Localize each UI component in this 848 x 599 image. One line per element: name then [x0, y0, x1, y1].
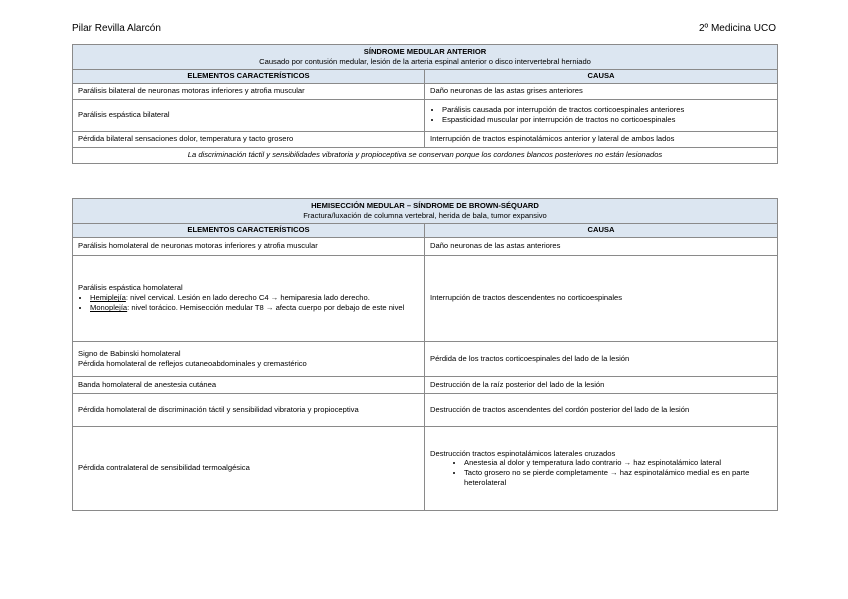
element-cell: Parálisis homolateral de neuronas motoras inferiores y atrofia muscular — [73, 237, 425, 255]
table-row — [73, 376, 778, 393]
element-cell: Pérdida contralateral de sensibilidad termoalgésica — [73, 426, 425, 510]
note-row — [73, 147, 778, 163]
table-row — [73, 99, 778, 131]
column-header-row — [73, 223, 778, 237]
causa-list — [430, 458, 772, 488]
table-brown-sequard — [72, 198, 778, 511]
causa-cell: Destrucción de tractos ascendentes del cordón posterior del lado de la lesión — [425, 393, 778, 426]
table-row — [73, 255, 778, 341]
column-header-elements: ELEMENTOS CARACTERÍSTICOS — [73, 223, 425, 237]
author-name: Pilar Revilla Alarcón — [72, 23, 161, 34]
element-cell: Banda homolateral de anestesia cutánea — [73, 376, 425, 393]
element-cell — [73, 341, 425, 376]
column-header-row — [73, 69, 778, 83]
table-row — [73, 393, 778, 426]
causa-cell: Pérdida de los tractos corticoespinales del lado de la lesión — [425, 341, 778, 376]
list-item: • Anestesia al dolor y temperatura lado contrario → haz espinotalámico lateral — [464, 458, 772, 468]
causa-list — [430, 105, 772, 125]
table-title: SÍNDROME MEDULAR ANTERIOR — [363, 47, 487, 56]
causa-cell: Interrupción de tractos espinotalámicos anterior y lateral de ambos lados — [425, 131, 778, 147]
list-item — [90, 303, 419, 313]
table-title-row — [73, 199, 778, 224]
causa-cell: Destrucción de la raíz posterior del lado de la lesión — [425, 376, 778, 393]
causa-cell — [425, 99, 778, 131]
table-row — [73, 83, 778, 99]
table-title-cell — [73, 199, 778, 224]
causa-cell — [425, 426, 778, 510]
element-list — [78, 293, 419, 313]
table-subtitle: Causado por contusión medular, lesión de la arteria espinal anterior o disco intervertebral herniado — [259, 56, 591, 66]
table-note: La discriminación táctil y sensibilidades vibratoria y propioceptiva se conservan porque los cordones blancos posteriores no están lesionados — [73, 147, 778, 163]
list-item: • Tacto grosero no se pierde completamente → haz espinotalámico medial es en parte heterolateral — [464, 468, 772, 488]
hemiplejia-text: : nivel cervical. Lesión en lado derecho C4 → hemiparesia lado derecho. — [125, 293, 370, 303]
course-name: 2º Medicina UCO — [698, 23, 776, 34]
list-item — [90, 293, 419, 303]
monoplejia-label: Monoplejía — [90, 303, 128, 313]
table-title-cell — [73, 45, 778, 70]
element-cell — [73, 255, 425, 341]
table-title-row — [73, 45, 778, 70]
table-row — [73, 426, 778, 510]
causa-cell: Interrupción de tractos descendentes no corticoespinales — [425, 255, 778, 341]
table-row — [73, 131, 778, 147]
element-cell: Pérdida bilateral sensaciones dolor, temperatura y tacto grosero — [73, 131, 425, 147]
table-anterior-syndrome — [72, 44, 778, 164]
table-subtitle: Fractura/luxación de columna vertebral, herida de bala, tumor expansivo — [303, 210, 547, 220]
element-cell: Parálisis espástica bilateral — [73, 99, 425, 131]
element-line: Pérdida homolateral de reflejos cutaneoabdominales y cremastérico — [78, 358, 307, 368]
column-header-elements: ELEMENTOS CARACTERÍSTICOS — [73, 69, 425, 83]
causa-intro: Destrucción tractos espinotalámicos laterales cruzados — [430, 448, 616, 458]
monoplejia-text: : nivel torácico. Hemisección medular T8 → afecta cuerpo por debajo de este nivel — [127, 303, 405, 313]
table-title: HEMISECCIÓN MEDULAR – SÍNDROME DE BROWN-SÉQUARD — [311, 201, 539, 210]
column-header-causa: CAUSA — [425, 69, 778, 83]
list-item: • Parálisis causada por interrupción de tractos corticoespinales anteriores — [442, 105, 772, 115]
hemiplejia-label: Hemiplejía — [90, 293, 126, 303]
causa-cell: Daño neuronas de las astas grises anteriores — [425, 83, 778, 99]
element-line: Signo de Babinski homolateral — [78, 348, 181, 358]
table-row — [73, 341, 778, 376]
list-item: • Espasticidad muscular por interrupción de tractos no corticoespinales — [442, 115, 772, 125]
column-header-causa: CAUSA — [425, 223, 778, 237]
element-cell: Parálisis bilateral de neuronas motoras inferiores y atrofia muscular — [73, 83, 425, 99]
causa-cell: Daño neuronas de las astas anteriores — [425, 237, 778, 255]
element-cell: Pérdida homolateral de discriminación táctil y sensibilidad vibratoria y propioceptiva — [73, 393, 425, 426]
table-row — [73, 237, 778, 255]
element-title: Parálisis espástica homolateral — [78, 283, 183, 293]
